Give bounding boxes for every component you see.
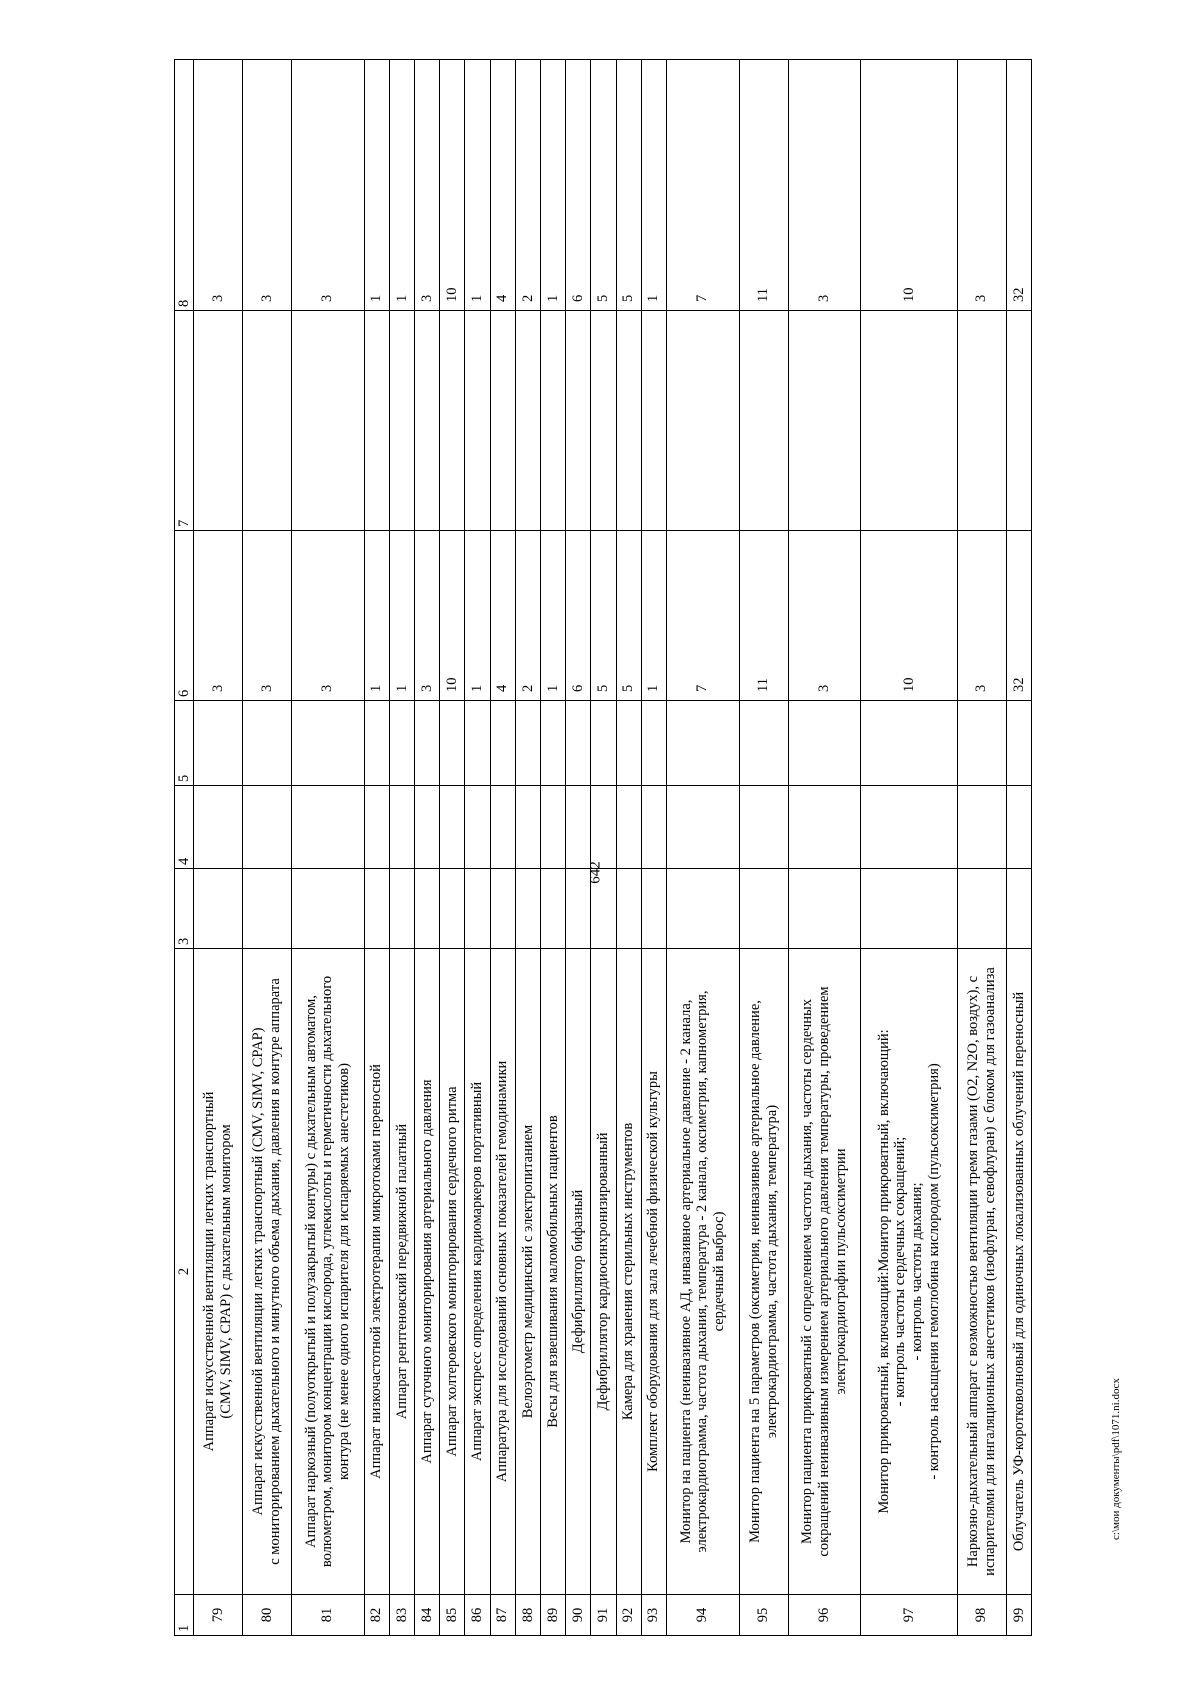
table-row <box>364 60 389 1636</box>
cell-col-3 <box>788 869 861 949</box>
table-header-row <box>175 60 194 1636</box>
cell-col-3 <box>566 869 591 949</box>
table-row <box>666 60 739 1636</box>
equipment-name-line: испарителями для ингаляционных анестетиков (изофлуран, севофлуран) с блоком для газоанализа <box>981 967 998 1576</box>
equipment-name-line: - контроль насыщения гемоглобина кислородом (пульсоксиметрия) <box>925 1063 942 1480</box>
cell-col-7 <box>465 311 490 531</box>
header-col-6: 6 <box>175 531 194 701</box>
equipment-name-line: Аппарат искусственной вентиляции легких транспортный <box>201 1091 218 1452</box>
cell-col-4 <box>440 786 465 869</box>
cell-col-4 <box>415 786 440 869</box>
row-number: 88 <box>515 1595 540 1636</box>
cell-col-6: 4 <box>490 531 515 701</box>
equipment-name <box>364 949 389 1595</box>
equipment-table <box>174 59 1032 1636</box>
cell-col-3 <box>957 869 1006 949</box>
row-number: 94 <box>666 1595 739 1636</box>
cell-col-6: 3 <box>415 531 440 701</box>
cell-col-6: 3 <box>242 531 291 701</box>
cell-col-5 <box>788 701 861 786</box>
equipment-name-line: Весы для взвешивания маломобильных пациентов <box>544 1115 561 1428</box>
cell-col-3 <box>440 869 465 949</box>
header-col-5: 5 <box>175 701 194 786</box>
cell-col-4 <box>591 786 616 869</box>
cell-col-4 <box>1006 786 1031 869</box>
equipment-name-line: Монитор прикроватный, включающий:Монитор прикроватный, включающий: <box>875 1029 892 1514</box>
cell-col-6: 1 <box>465 531 490 701</box>
cell-col-6: 10 <box>861 531 957 701</box>
cell-col-8: 3 <box>242 60 291 311</box>
cell-col-4 <box>242 786 291 869</box>
cell-col-7 <box>788 311 861 531</box>
equipment-name-line: волюметром, монитором концентрации кислорода, углекислоты и герметичности дыхательного <box>319 975 336 1568</box>
equipment-name-line: электрокардиограмма, частота дыхания, температура) <box>763 1104 780 1439</box>
equipment-name-line: - контроль частоты дыхания; <box>909 1182 925 1361</box>
table-body <box>194 60 1032 1636</box>
cell-col-4 <box>515 786 540 869</box>
row-number: 97 <box>861 1595 957 1636</box>
cell-col-8: 5 <box>591 60 616 311</box>
equipment-name-line: Аппарат наркозный (полуоткрытый и полузакрытый контуры) с дыхательным автоматом, <box>302 995 319 1548</box>
cell-col-3 <box>641 869 666 949</box>
cell-col-8: 6 <box>566 60 591 311</box>
cell-col-4 <box>389 786 414 869</box>
cell-col-5 <box>415 701 440 786</box>
cell-col-6: 11 <box>739 531 788 701</box>
row-number: 95 <box>739 1595 788 1636</box>
row-number: 79 <box>194 1595 243 1636</box>
table-row <box>641 60 666 1636</box>
equipment-name-line: контура (не менее одного испарителя для испаряемых анестетиков) <box>336 1063 353 1480</box>
table-row <box>465 60 490 1636</box>
table-row <box>194 60 243 1636</box>
equipment-name-line: сокращений неинвазивным измерением артериального давления температуры, проведением <box>816 986 833 1557</box>
cell-col-8: 5 <box>616 60 641 311</box>
table-row <box>1006 60 1031 1636</box>
cell-col-7 <box>415 311 440 531</box>
cell-col-4 <box>540 786 565 869</box>
cell-col-6: 1 <box>389 531 414 701</box>
cell-col-4 <box>788 786 861 869</box>
cell-col-4 <box>364 786 389 869</box>
equipment-name <box>242 949 291 1595</box>
cell-col-6: 3 <box>194 531 243 701</box>
equipment-name-line: - контроль частоты сердечных сокращений; <box>892 1136 909 1407</box>
cell-col-4 <box>465 786 490 869</box>
cell-col-5 <box>515 701 540 786</box>
equipment-table-container <box>174 60 1032 1636</box>
table-row <box>415 60 440 1636</box>
equipment-name-line: Аппарат рентгеновский передвижной палатный <box>393 1123 410 1420</box>
table-row <box>540 60 565 1636</box>
cell-col-7 <box>641 311 666 531</box>
equipment-name-line: Камера для хранения стерильных инструментов <box>620 1122 637 1421</box>
equipment-name <box>415 949 440 1595</box>
header-col-4: 4 <box>175 786 194 869</box>
cell-col-3 <box>364 869 389 949</box>
equipment-name <box>440 949 465 1595</box>
row-number: 93 <box>641 1595 666 1636</box>
cell-col-8: 3 <box>415 60 440 311</box>
cell-col-4 <box>666 786 739 869</box>
cell-col-6: 3 <box>957 531 1006 701</box>
table-row <box>788 60 861 1636</box>
cell-col-3 <box>739 869 788 949</box>
cell-col-5 <box>291 701 364 786</box>
row-number: 92 <box>616 1595 641 1636</box>
cell-col-6: 3 <box>788 531 861 701</box>
equipment-name-line: электрокардиограмма, частота дыхания, температура - 2 канала, оксиметрия, капнометрия, <box>694 990 711 1553</box>
table-row <box>861 60 957 1636</box>
cell-col-8: 4 <box>490 60 515 311</box>
equipment-name <box>291 949 364 1595</box>
cell-col-8: 1 <box>540 60 565 311</box>
equipment-name-line: Аппарат экспресс определения кардиомаркеров портативный <box>469 1081 486 1462</box>
cell-col-5 <box>465 701 490 786</box>
row-number: 99 <box>1006 1595 1031 1636</box>
cell-col-5 <box>194 701 243 786</box>
row-number: 80 <box>242 1595 291 1636</box>
cell-col-5 <box>591 701 616 786</box>
equipment-name <box>540 949 565 1595</box>
cell-col-8: 10 <box>861 60 957 311</box>
equipment-name-line: Монитор пациента прикроватный с определением частоты дыхания, частоты сердечных <box>799 999 816 1544</box>
cell-col-3 <box>1006 869 1031 949</box>
cell-col-6: 2 <box>515 531 540 701</box>
cell-col-3 <box>591 869 616 949</box>
cell-col-5 <box>666 701 739 786</box>
cell-col-5 <box>490 701 515 786</box>
equipment-name-line: Велоэргометр медицинский с электропитанием <box>519 1124 536 1419</box>
cell-col-3 <box>291 869 364 949</box>
cell-col-6: 1 <box>641 531 666 701</box>
table-row <box>957 60 1006 1636</box>
cell-col-5 <box>566 701 591 786</box>
equipment-name-line: Аппарат искусственной вентиляции легких транспортный (CMV, SIMV, CPAP) <box>250 1027 267 1516</box>
cell-col-7 <box>440 311 465 531</box>
cell-col-8: 32 <box>1006 60 1031 311</box>
cell-col-8: 3 <box>291 60 364 311</box>
row-number: 87 <box>490 1595 515 1636</box>
cell-col-6: 32 <box>1006 531 1031 701</box>
cell-col-5 <box>739 701 788 786</box>
row-number: 83 <box>389 1595 414 1636</box>
row-number: 84 <box>415 1595 440 1636</box>
equipment-name <box>739 949 788 1595</box>
equipment-name-line: Наркозно-дыхательный аппарат с возможностью вентиляции тремя газами (O2, N2O, воздух), с <box>965 975 982 1568</box>
cell-col-5 <box>440 701 465 786</box>
cell-col-8: 3 <box>194 60 243 311</box>
equipment-name <box>861 949 957 1595</box>
cell-col-6: 1 <box>364 531 389 701</box>
cell-col-8: 10 <box>440 60 465 311</box>
equipment-name-line: Аппарат суточного мониторирования артериального давления <box>418 1079 435 1464</box>
cell-col-5 <box>861 701 957 786</box>
cell-col-4 <box>739 786 788 869</box>
row-number: 85 <box>440 1595 465 1636</box>
equipment-name-line: Аппаратура для исследований основных показателей гемодинамики <box>494 1060 511 1483</box>
cell-col-6: 10 <box>440 531 465 701</box>
cell-col-4 <box>957 786 1006 869</box>
header-col-3: 3 <box>175 869 194 949</box>
cell-col-7 <box>616 311 641 531</box>
row-number: 82 <box>364 1595 389 1636</box>
cell-col-7 <box>389 311 414 531</box>
equipment-name-line: Аппарат холтеровского мониторирования сердечного ритма <box>443 1086 460 1457</box>
table-row <box>490 60 515 1636</box>
table-row <box>515 60 540 1636</box>
header-col-7: 7 <box>175 311 194 531</box>
cell-col-8: 7 <box>666 60 739 311</box>
equipment-name <box>641 949 666 1595</box>
equipment-name <box>194 949 243 1595</box>
cell-col-7 <box>739 311 788 531</box>
cell-col-7 <box>490 311 515 531</box>
cell-col-8: 11 <box>739 60 788 311</box>
header-col-1: 1 <box>175 1595 194 1636</box>
cell-col-8: 1 <box>465 60 490 311</box>
equipment-name-line: Дефибриллятор кардиосинхронизированный <box>595 1132 612 1411</box>
equipment-name <box>465 949 490 1595</box>
equipment-name-line: Монитор на пациента (неинвазивное АД, инвазивное артериальное давление - 2 канала, <box>677 999 694 1544</box>
cell-col-6: 6 <box>566 531 591 701</box>
table-row <box>566 60 591 1636</box>
cell-col-7 <box>291 311 364 531</box>
cell-col-5 <box>389 701 414 786</box>
row-number: 98 <box>957 1595 1006 1636</box>
equipment-name <box>957 949 1006 1595</box>
cell-col-3 <box>194 869 243 949</box>
cell-col-5 <box>957 701 1006 786</box>
cell-col-8: 3 <box>788 60 861 311</box>
table-row <box>739 60 788 1636</box>
cell-col-4 <box>616 786 641 869</box>
equipment-name <box>389 949 414 1595</box>
equipment-name-line: Облучатель УФ-коротковолновый для одиночных локализованных облучений переносный <box>1010 991 1027 1552</box>
cell-col-3 <box>616 869 641 949</box>
cell-col-5 <box>364 701 389 786</box>
cell-col-7 <box>861 311 957 531</box>
header-col-8: 8 <box>175 60 194 311</box>
equipment-name-line: Дефибриллятор бифазный <box>569 1189 586 1354</box>
equipment-name-line: Монитор пациента на 5 параметров (оксиметрия, неинвазивное артериальное давление, <box>746 1000 763 1543</box>
cell-col-5 <box>641 701 666 786</box>
cell-col-4 <box>641 786 666 869</box>
cell-col-3 <box>415 869 440 949</box>
cell-col-6: 1 <box>540 531 565 701</box>
cell-col-4 <box>566 786 591 869</box>
cell-col-8: 2 <box>515 60 540 311</box>
equipment-name <box>616 949 641 1595</box>
cell-col-6: 3 <box>291 531 364 701</box>
cell-col-6: 5 <box>616 531 641 701</box>
equipment-name-line: Аппарат низкочастотной электротерапии микротоками переносной <box>368 1064 385 1479</box>
equipment-name <box>490 949 515 1595</box>
table-row <box>291 60 364 1636</box>
equipment-name <box>666 949 739 1595</box>
cell-col-4 <box>490 786 515 869</box>
equipment-name <box>566 949 591 1595</box>
cell-col-7 <box>242 311 291 531</box>
row-number: 86 <box>465 1595 490 1636</box>
cell-col-3 <box>861 869 957 949</box>
equipment-name-line: электрокардиографии пульсоксиметрии <box>832 1148 849 1395</box>
equipment-name-line: Комплект оборудования для зала лечебной физической культуры <box>645 1071 662 1472</box>
cell-col-3 <box>242 869 291 949</box>
cell-col-3 <box>540 869 565 949</box>
cell-col-7 <box>666 311 739 531</box>
cell-col-7 <box>540 311 565 531</box>
equipment-name <box>515 949 540 1595</box>
equipment-name-line: (CMV, SIMV, CPAP) с дыхательным монитором <box>217 1124 234 1419</box>
cell-col-4 <box>194 786 243 869</box>
row-number: 90 <box>566 1595 591 1636</box>
row-number: 89 <box>540 1595 565 1636</box>
equipment-name <box>1006 949 1031 1595</box>
row-number: 96 <box>788 1595 861 1636</box>
footer-file-path: c:\мои документы\pdf\1071.ni.docx <box>1110 1378 1122 1540</box>
cell-col-5 <box>540 701 565 786</box>
equipment-name <box>788 949 861 1595</box>
cell-col-4 <box>861 786 957 869</box>
equipment-name-line: сердечный выброс) <box>711 1211 728 1332</box>
table-row <box>242 60 291 1636</box>
cell-col-3 <box>490 869 515 949</box>
cell-col-7 <box>364 311 389 531</box>
cell-col-7 <box>1006 311 1031 531</box>
cell-col-3 <box>515 869 540 949</box>
cell-col-8: 1 <box>364 60 389 311</box>
equipment-name-line: с мониторированием дыхательного и минутного объема дыхания, давления в контуре аппарата <box>266 978 283 1565</box>
cell-col-8: 1 <box>641 60 666 311</box>
cell-col-7 <box>591 311 616 531</box>
table-row <box>440 60 465 1636</box>
cell-col-6: 7 <box>666 531 739 701</box>
header-col-2: 2 <box>175 949 194 1595</box>
table-row <box>616 60 641 1636</box>
cell-col-7 <box>957 311 1006 531</box>
table-row <box>591 60 616 1636</box>
cell-col-7 <box>194 311 243 531</box>
table-row <box>389 60 414 1636</box>
cell-col-5 <box>242 701 291 786</box>
row-number: 81 <box>291 1595 364 1636</box>
cell-col-3 <box>389 869 414 949</box>
cell-col-3 <box>465 869 490 949</box>
equipment-name <box>591 949 616 1595</box>
page-number: 642 <box>587 861 604 884</box>
cell-col-6: 5 <box>591 531 616 701</box>
cell-col-8: 3 <box>957 60 1006 311</box>
cell-col-8: 1 <box>389 60 414 311</box>
cell-col-3 <box>666 869 739 949</box>
cell-col-4 <box>291 786 364 869</box>
cell-col-7 <box>566 311 591 531</box>
cell-col-5 <box>616 701 641 786</box>
row-number: 91 <box>591 1595 616 1636</box>
cell-col-5 <box>1006 701 1031 786</box>
cell-col-7 <box>515 311 540 531</box>
